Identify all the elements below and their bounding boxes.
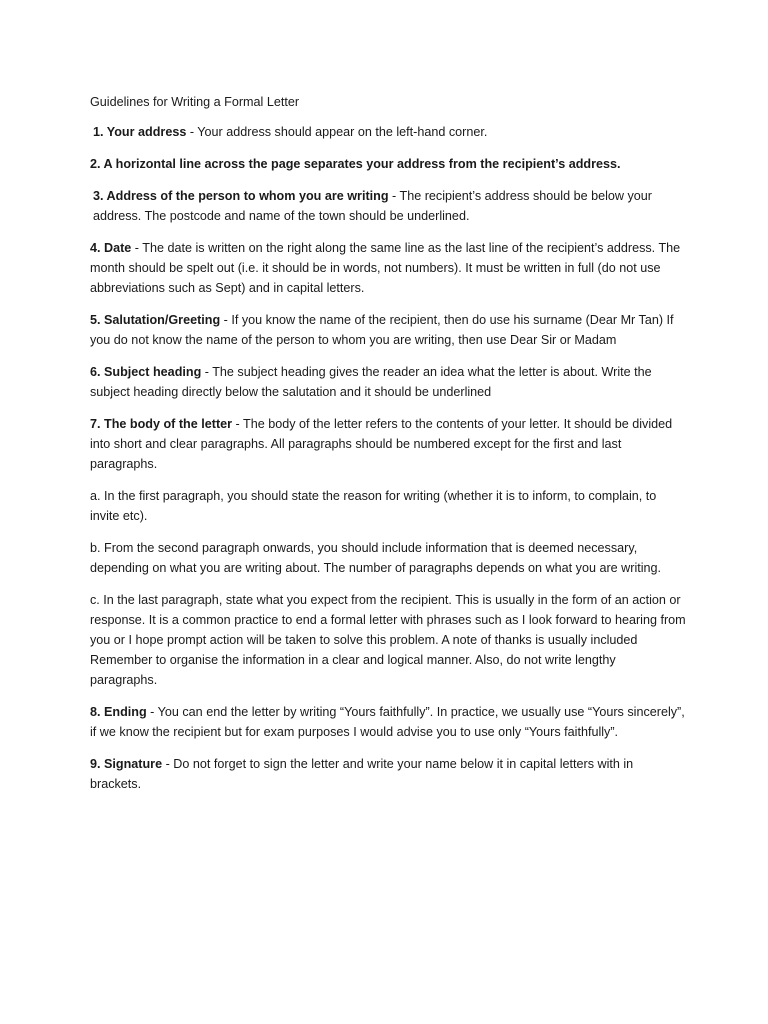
document-body xyxy=(90,92,686,806)
guideline-label: 2. A horizontal line across the page separates your address from the recipient’s address. xyxy=(90,157,621,171)
body-subitem-c: c. In the last paragraph, state what you expect from the recipient. This is usually in the form of an action or response. It is a common practice to end a formal letter with phrases such as I look forward to hearing from you or I hope prompt action will be taken to solve this problem. A note of thanks is usually included Remember to organise the information in a clear and logical manner. Also, do not write lengthy paragraphs. xyxy=(90,593,686,687)
guideline-item-3 xyxy=(90,186,686,226)
guideline-item-1 xyxy=(90,122,686,142)
guideline-item-9 xyxy=(90,754,686,794)
guideline-item-5 xyxy=(90,310,686,350)
guideline-text: - You can end the letter by writing “Yours faithfully”. In practice, we usually use “Yours sincerely”, if we know the recipient but for exam purposes I would advise you to use only “Yours faithfully”. xyxy=(90,705,685,739)
guideline-text: - The body of the letter refers to the contents of your letter. It should be divided into short and clear paragraphs. All paragraphs should be numbered except for the first and last paragraphs. xyxy=(90,417,673,471)
guideline-label: 4. Date xyxy=(90,241,132,255)
guideline-label: 3. Address of the person to whom you are writing xyxy=(93,189,389,203)
guideline-item-7 xyxy=(90,414,686,474)
body-subitem-b: b. From the second paragraph onwards, you should include information that is deemed necessary, depending on what you are writing about. The number of paragraphs depends on what you are writing. xyxy=(90,541,662,575)
guideline-label: 5. Salutation/Greeting xyxy=(90,313,221,327)
document-title: Guidelines for Writing a Formal Letter xyxy=(90,95,300,109)
guideline-item-8 xyxy=(90,702,686,742)
guideline-item-6 xyxy=(90,362,686,402)
guideline-label: 1. Your address xyxy=(93,125,187,139)
guideline-label: 6. Subject heading xyxy=(90,365,202,379)
body-subitem-a: a. In the first paragraph, you should state the reason for writing (whether it is to inform, to complain, to invite etc). xyxy=(90,489,657,523)
guideline-text: - Do not forget to sign the letter and write your name below it in capital letters with in brackets. xyxy=(90,757,634,791)
guideline-item-2 xyxy=(90,154,686,174)
guideline-label: 7. The body of the letter xyxy=(90,417,233,431)
guideline-text: - The recipient’s address should be below your address. The postcode and name of the town should be underlined. xyxy=(93,189,652,223)
guideline-text: - The subject heading gives the reader an idea what the letter is about. Write the subject heading directly below the salutation and it should be underlined xyxy=(90,365,652,399)
guideline-text: - If you know the name of the recipient, then do use his surname (Dear Mr Tan) If you do not know the name of the person to whom you are writing, then use Dear Sir or Madam xyxy=(90,313,674,347)
guideline-label: 9. Signature xyxy=(90,757,163,771)
guideline-text: - Your address should appear on the left-hand corner. xyxy=(186,125,488,139)
guideline-text: - The date is written on the right along the same line as the last line of the recipient’s address. The month should be spelt out (i.e. it should be in words, not numbers). It must be written in full (do not use abbreviations such as Sept) and in capital letters. xyxy=(90,241,681,295)
guideline-label: 8. Ending xyxy=(90,705,147,719)
guideline-item-4 xyxy=(90,238,686,298)
